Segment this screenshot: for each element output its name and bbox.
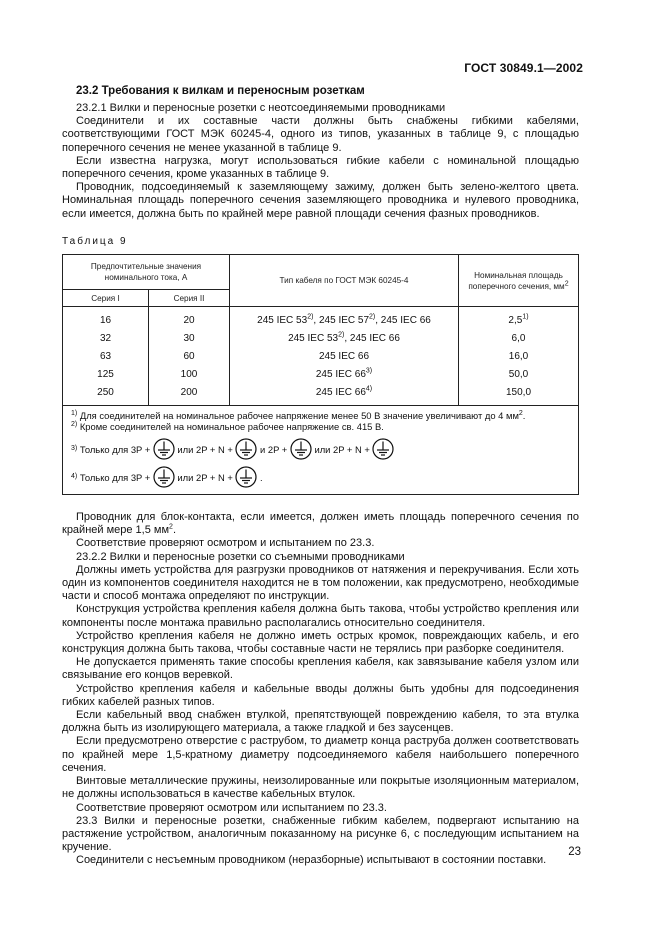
paragraph: Винтовые металлические пружины, неизолированные или покрытые изоляционным материалом, не должны использоваться в качестве кабельных втулок. <box>62 775 579 801</box>
paragraph: 23.3 Вилки и переносные розетки, снабженные гибким кабелем, подвергают испытанию на растяжение устройством, аналогичным показанному на рисунке 6, с последующим испытанием на кручение. <box>62 814 579 854</box>
document-id: ГОСТ 30849.1—2002 <box>464 61 583 75</box>
paragraph: Проводник, подсоединяемый к заземляющему зажиму, должен быть зелено-желтого цвета. Номинальная площадь поперечного сечения заземляющего проводника и нулевого проводника, если имеется, должна быть по крайней мере равной площади сечения фазных проводников. <box>62 181 579 220</box>
header-cable-type: Тип кабеля по ГОСТ МЭК 60245-4 <box>230 255 459 307</box>
note-2: $^{2)}$ Кроме соединителей на номинальное рабочее напряжение св. 415 В. <box>71 420 384 433</box>
body-text <box>62 511 579 867</box>
table-9 <box>62 254 579 406</box>
header-area: Номинальная площадь поперечного сечения, $мм^2$ <box>459 255 579 307</box>
subsection-title-23-2-1: 23.2.1 Вилки и переносные розетки с неотсоединяемыми проводниками <box>76 102 446 114</box>
paragraph: Соединители и их составные части должны быть снабжены гибкими кабелями, соответствующими ГОСТ МЭК 60245-4, одного из типов, указанных в таблице 9, с площадью поперечного сечения не менее указанной в таблице 9. <box>62 115 579 154</box>
header-current-group: Предпочтительные значения номинального тока, А <box>63 255 230 290</box>
page-number: 23 <box>568 846 581 858</box>
subsection-title-23-2-2: 23.2.2 Вилки и переносные розетки со съемными проводниками <box>76 550 405 563</box>
paragraph: Проводник для блок-контакта, если имеется, должен иметь площадь поперечного сечения по крайней мере 1,5 $мм^2$. <box>62 511 579 537</box>
paragraph: Не допускается применять такие способы крепления кабеля, как завязывание кабеля узлом или связывание его концов веревкой. <box>62 656 579 682</box>
header-series-1: Серия I <box>63 290 149 307</box>
section-title: 23.2 Требования к вилкам и переносным розеткам <box>76 85 365 97</box>
earth-symbol-icon <box>153 438 175 460</box>
note-4: 4) Только для 3P + или 2P + N + . <box>71 466 570 488</box>
paragraph: Устройство крепления кабеля и кабельные вводы должны быть удобны для подсоединения гибких кабелей разных типов. <box>62 682 579 708</box>
earth-symbol-icon <box>235 466 257 488</box>
earth-symbol-icon <box>153 466 175 488</box>
paragraph: Должны иметь устройства для разгрузки проводников от натяжения и перекручивания. Если хоть один из компонентов соединителя находится не в том положении, как предусмотрено, необходимые части и способ монтажа определяют по инструкции. <box>62 563 579 603</box>
paragraph: Соответствие проверяют осмотром или испытанием по 23.3. <box>76 801 387 814</box>
header-series-2: Серия II <box>149 290 230 307</box>
earth-symbol-icon <box>235 438 257 460</box>
paragraph: Устройство крепления кабеля не должно иметь острых кромок, повреждающих кабель, и его конструкция должна быть такова, чтобы составные части не терялись при разборке соединителя. <box>62 629 579 656</box>
paragraph: Соединители с несъемным проводником (неразборные) испытывают в состоянии поставки. <box>76 854 547 867</box>
table-notes <box>62 406 579 495</box>
table-row: 32 30 245 IEC 53$^{2)}$, 245 IEC 66 6,0 <box>63 329 579 347</box>
note-3: 3) Только для 3P + или 2P + N + и 2P + или 2P + N + <box>71 438 570 460</box>
note-1: $^{1)}$ Для соединителей на номинальное рабочее напряжение менее 50 В значение увеличивают до 4 $мм^2$. <box>71 409 526 422</box>
page-content <box>62 84 579 868</box>
table-row: 16 20 245 IEC 53$^{2)}$, 245 IEC 57$^{2)}$, 245 IEC 66 2,5$^{1)}$ <box>63 307 579 330</box>
paragraph: Если известна нагрузка, могут использоваться гибкие кабели с номинальной площадью поперечного сечения, кроме указанных в таблице 9. <box>62 154 579 181</box>
table-caption: Таблица 9 <box>62 235 128 247</box>
table-row: 250 200 245 IEC 66$^{4)}$ 150,0 <box>63 383 579 406</box>
earth-symbol-icon <box>372 438 394 460</box>
paragraph: Если кабельный ввод снабжен втулкой, препятствующей повреждению кабеля, то эта втулка должна быть из изолирующего материала, а также гладкой и без заусенцев. <box>62 709 579 735</box>
table-row: 63 60 245 IEC 66 16,0 <box>63 347 579 365</box>
paragraph: Соответствие проверяют осмотром и испытанием по 23.3. <box>76 537 375 550</box>
table-row: 125 100 245 IEC 66$^{3)}$ 50,0 <box>63 365 579 383</box>
paragraph: Если предусмотрено отверстие с раструбом, то диаметр конца раструба должен соответствовать по крайней мере 1,5-кратному диаметру подсоединяемого кабеля наибольшего поперечного сечения. <box>62 735 579 774</box>
earth-symbol-icon <box>290 438 312 460</box>
paragraph: Конструкция устройства крепления кабеля должна быть такова, чтобы устройство крепления или компоненты после монтажа правильно располагались относительно соединителя. <box>62 603 579 629</box>
